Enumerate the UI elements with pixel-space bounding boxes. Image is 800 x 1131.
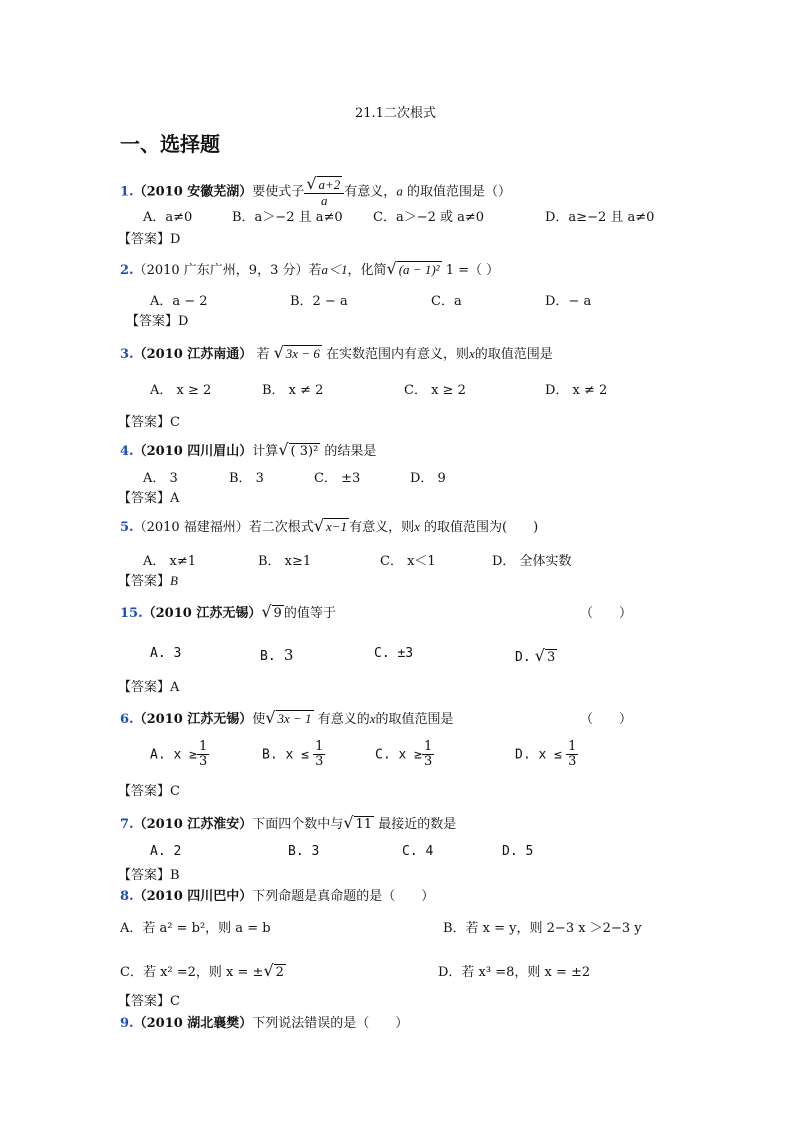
question-text: 的取值范围为( ): [419, 520, 539, 535]
question-4: 4.（2010 四川眉山）计算√ ( 3)² 的结果是: [120, 440, 377, 459]
option-c: C. x ≥ $\frac{1}{3}$: [375, 739, 433, 770]
section-heading: 一、选择题: [120, 132, 220, 156]
variable: x: [469, 346, 475, 361]
option-b: B. 3: [288, 844, 320, 859]
radical-expression: 3x − 6: [285, 346, 320, 361]
option-d: D． 9: [410, 471, 446, 486]
question-text: 的值等于: [283, 606, 336, 621]
option-a: A．若 a² = b²，则 a = b: [120, 921, 271, 936]
question-text: 有意义的: [317, 712, 370, 727]
answer-5: 【答案】B: [118, 573, 178, 589]
question-source: （2010 四川巴中）: [133, 889, 253, 904]
option-c: C. 4: [402, 844, 434, 859]
answer-4: 【答案】A: [118, 491, 180, 506]
question-15: 15.（2010 江苏无锡）√ 9 的值等于: [120, 602, 336, 621]
answer-1: 【答案】D: [118, 232, 181, 247]
question-number: 15.: [120, 606, 143, 621]
radical-expression: (a − 1)²: [398, 262, 440, 277]
variable: x: [369, 711, 376, 726]
option-b: B． x≥1: [258, 554, 312, 569]
option-d: D． x ≠ 2: [545, 383, 608, 398]
question-number: 8.: [120, 889, 134, 904]
option-a: A．a≠0: [143, 210, 193, 225]
option-d: D．− a: [545, 294, 592, 309]
answer-2: 【答案】D: [126, 314, 189, 329]
option-b: B. x ≤ $\frac{1}{3}$: [262, 739, 324, 770]
option-b: B． 3: [229, 471, 264, 486]
radical-expression: x−1: [326, 519, 348, 534]
question-source: （2010 江苏淮安）: [133, 817, 253, 832]
question-text: 在实数范围内有意义，则: [325, 347, 469, 362]
question-source: （2010 四川眉山）: [133, 444, 253, 459]
question-source: （2010 江苏无锡）: [142, 606, 262, 621]
fraction: $\frac{√ a+2}{a}$: [304, 175, 344, 209]
option-a: A． 3: [143, 471, 178, 486]
question-text: 1 =（ ）: [445, 263, 500, 278]
option-a: A. x ≥ $\frac{1}{3}$: [150, 739, 208, 770]
question-text: 计算: [252, 444, 279, 459]
option-c: C．若 x² =2，则 x = ±√ 2: [120, 961, 284, 980]
option-b: B． x ≠ 2: [262, 383, 324, 398]
question-source: （2010 江苏南通）: [133, 347, 253, 362]
question-source: （2010 湖北襄樊）: [133, 1016, 253, 1031]
answer-8: 【答案】C: [118, 994, 180, 1009]
question-text: 最接近的数是: [378, 817, 457, 832]
question-source: （2010 安徽芜湖）: [133, 184, 253, 200]
radical-expression: 3x − 1: [277, 711, 312, 726]
condition: a＜1: [321, 262, 348, 277]
option-a: A. 2: [150, 844, 182, 859]
question-3: 3.（2010 江苏南通） 若 √ 3x − 6 在实数范围内有意义，则x的取值范围是: [120, 343, 553, 362]
option-a: A．a − 2: [150, 294, 208, 309]
option-d: D. √ 3: [515, 646, 556, 665]
question-text: 下列说法错误的是（ ）: [252, 1016, 409, 1031]
question-text: 下列命题是真命题的是（ ）: [252, 889, 435, 904]
variable: a: [396, 183, 403, 199]
question-text: 要使式子: [252, 184, 305, 200]
option-c: C. ±3: [374, 646, 414, 661]
question-source: （2010 江苏无锡）: [133, 712, 253, 727]
question-5: 5.（2010 福建福州）若二次根式√ x−1 有意义，则x 的取值范围为( ): [120, 516, 539, 535]
answer-bracket: （ ）: [580, 606, 633, 621]
question-source: （2010 广东广州，9，3 分）若: [133, 263, 322, 278]
radical-expression: 11: [355, 817, 373, 832]
question-text: 的取值范围是: [474, 347, 553, 362]
question-text: 的结果是: [324, 444, 377, 459]
question-number: 5.: [120, 520, 134, 535]
option-c: C． ±3: [314, 471, 361, 486]
question-7: 7.（2010 江苏淮安）下面四个数中与√ 11 最接近的数是: [120, 813, 457, 832]
option-d: D. 5: [502, 844, 534, 859]
option-a: A. 3: [150, 646, 182, 661]
question-6: 6.（2010 江苏无锡）使√ 3x − 1 有意义的x的取值范围是: [120, 708, 454, 727]
radical-expression: 9: [273, 606, 282, 621]
answer-6: 【答案】C: [118, 784, 180, 799]
option-d: D．a≥−2 且 a≠0: [545, 210, 655, 225]
question-text: 有意义，: [344, 184, 397, 200]
question-text: 有意义，则: [349, 520, 415, 535]
question-text: 下面四个数中与: [252, 817, 344, 832]
question-text: 的取值范围是（）: [402, 184, 511, 200]
option-c: C． x＜1: [380, 554, 436, 569]
page-title: 21.1二次根式: [355, 106, 436, 121]
question-text: 使: [252, 712, 266, 727]
question-number: 3.: [120, 347, 134, 362]
answer-3: 【答案】C: [118, 415, 180, 430]
question-1: [120, 175, 511, 209]
variable: x: [414, 519, 420, 534]
question-text: 若二次根式: [248, 520, 314, 535]
question-number: 4.: [120, 444, 134, 459]
option-d: D．若 x³ =8，则 x = ±2: [438, 965, 591, 980]
radical-expression: ( 3)²: [290, 444, 319, 459]
option-c: C．a＞−2 或 a≠0: [373, 210, 485, 225]
option-a: A． x≠1: [143, 554, 197, 569]
option-a: A． x ≥ 2: [150, 383, 212, 398]
question-number: 7.: [120, 817, 134, 832]
answer-bracket: （ ）: [580, 712, 633, 727]
answer-7: 【答案】B: [118, 868, 180, 883]
question-text: ，化简: [347, 263, 387, 278]
question-number: 1.: [120, 184, 134, 200]
option-c: C． x ≥ 2: [404, 383, 466, 398]
question-number: 2.: [120, 263, 134, 278]
option-b: B. 3: [260, 646, 294, 664]
question-number: 6.: [120, 712, 134, 727]
option-d: D． 全体实数: [492, 554, 572, 569]
option-d: D. x ≤ $\frac{1}{3}$: [515, 739, 577, 770]
option-c: C．a: [431, 294, 462, 309]
answer-15: 【答案】A: [118, 680, 180, 695]
option-b: B．2 − a: [290, 294, 348, 309]
option-b: B．a＞−2 且 a≠0: [232, 210, 343, 225]
question-2: 2.（2010 广东广州，9，3 分）若a＜1，化简√ (a − 1)² 1 =（ ）: [120, 259, 500, 278]
option-b: B．若 x = y，则 2−3 x ＞2−3 y: [443, 921, 642, 936]
question-text: 若: [256, 347, 270, 362]
question-number: 9.: [120, 1016, 134, 1031]
question-text: 的取值范围是: [375, 712, 454, 727]
question-9: [120, 1012, 408, 1031]
question-8: [120, 885, 434, 904]
question-source: （2010 福建福州）: [133, 520, 249, 535]
